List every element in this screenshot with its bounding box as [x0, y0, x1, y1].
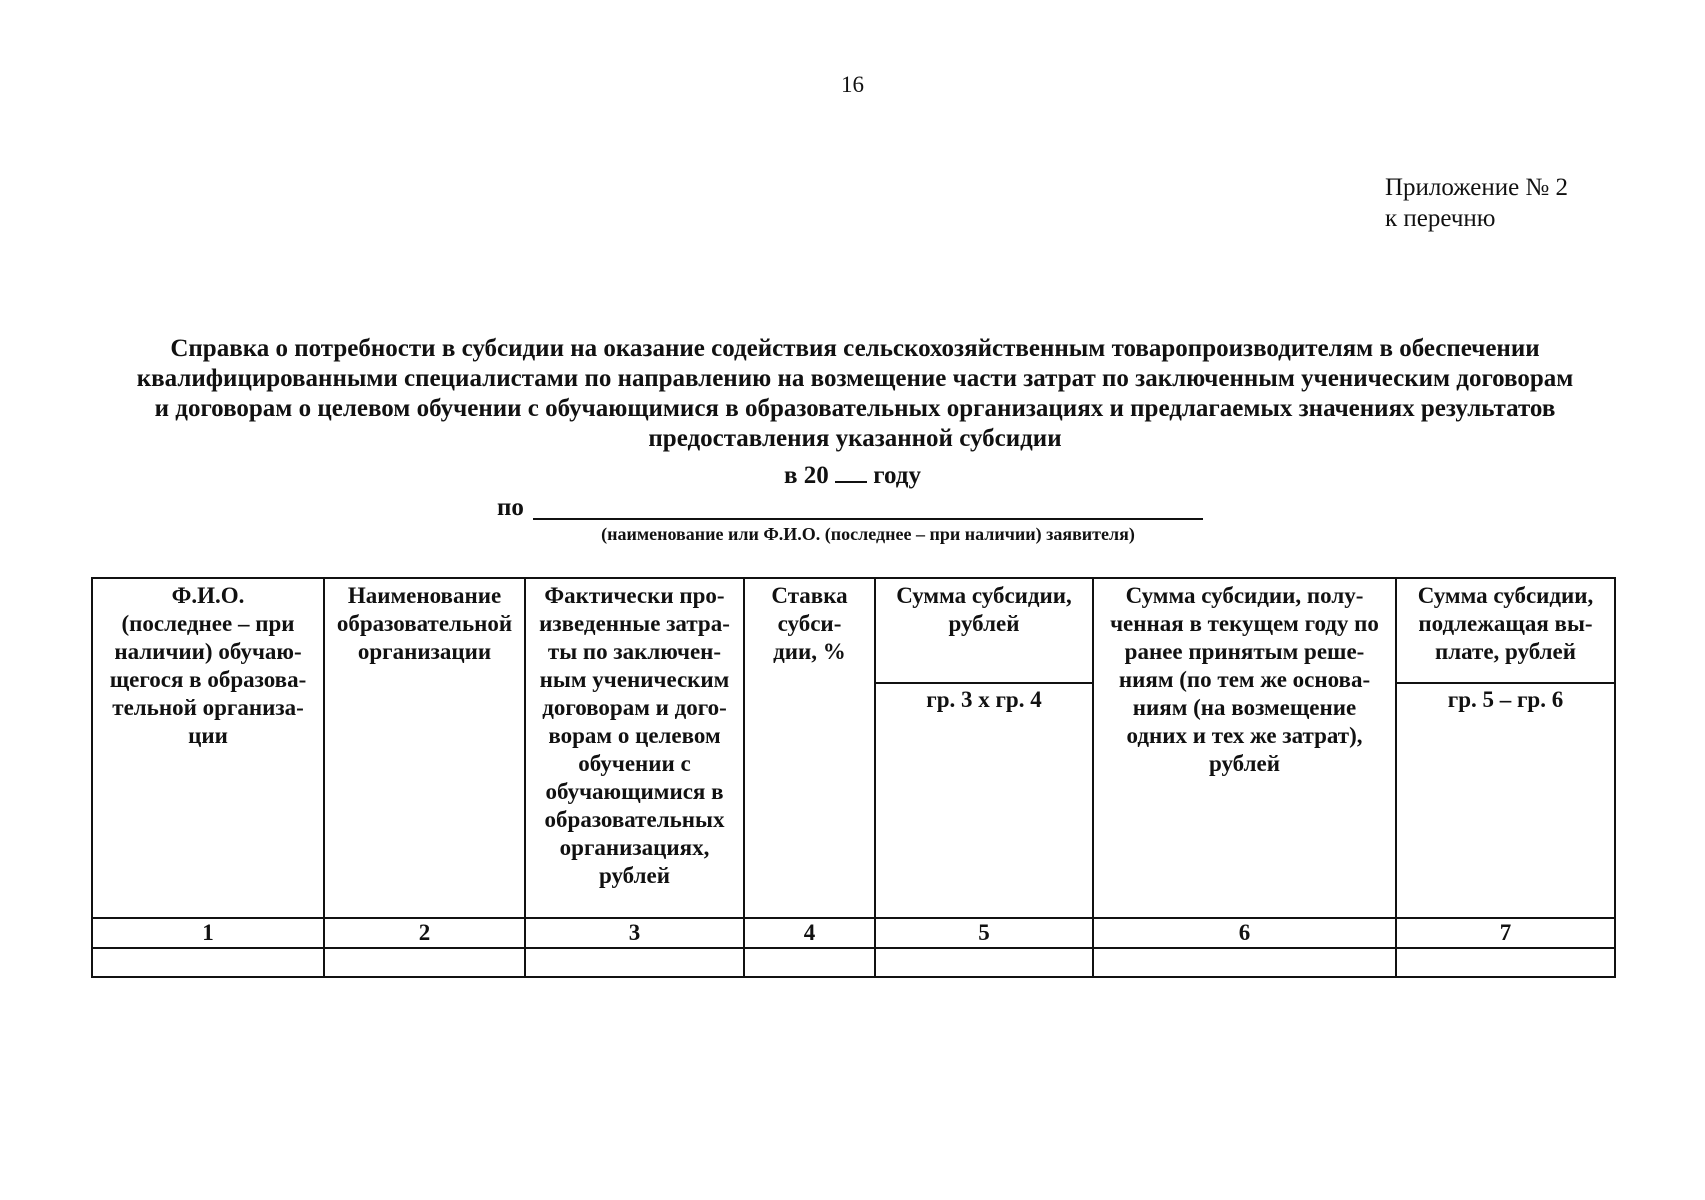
- column-number: 6: [1093, 918, 1396, 948]
- header-line: ранее принятым реше-: [1124, 639, 1365, 664]
- header-line: рублей: [948, 611, 1020, 636]
- header-line: ным ученическим: [539, 667, 730, 692]
- applicant-blank-field[interactable]: [533, 518, 1203, 520]
- appendix-line-1: Приложение № 2: [1385, 174, 1569, 201]
- header-line: Наименование: [347, 583, 502, 608]
- header-cell-1: [92, 578, 324, 918]
- year-suffix: году: [873, 462, 921, 489]
- header-cell-5: [875, 578, 1093, 918]
- table-header-row: [92, 578, 1615, 918]
- title-line-3: и договорам о целевом обучении с обучающимися в образовательных организациях и предлагаемых значениях результатов: [154, 395, 1556, 422]
- header-line: ниям (на возмещение: [1132, 695, 1357, 720]
- header-cell-4: [744, 578, 875, 918]
- header-line: Сумма субсидии,: [1417, 583, 1594, 608]
- year-line: [0, 461, 1705, 490]
- header-line: тельной организа-: [112, 695, 304, 720]
- header-line: (последнее – при: [121, 611, 295, 636]
- header-line: одних и тех же затрат),: [1126, 723, 1363, 748]
- header-line: субси-: [777, 611, 842, 636]
- header-text-col-3: [526, 579, 743, 890]
- header-line: ченная в текущем году по: [1110, 611, 1379, 636]
- header-line: Ф.И.О.: [171, 583, 245, 608]
- subsidy-table: [91, 577, 1616, 978]
- header-line: щегося в образова-: [109, 667, 307, 692]
- header-line: договорам и дого-: [542, 695, 727, 720]
- header-line: Фактически про-: [544, 583, 725, 608]
- entry-cell[interactable]: [324, 948, 525, 977]
- header-text-col-5: [876, 582, 1092, 638]
- header-line: изведенные затра-: [539, 611, 730, 636]
- header-line: образовательных: [544, 807, 725, 832]
- header-cell-3: [525, 578, 744, 918]
- title-line-2: квалифицированными специалистами по направлению на возмещение части затрат по заключенным ученическим договорам: [136, 365, 1574, 392]
- header-line: обучающимися в: [545, 779, 724, 804]
- header-line: организации: [357, 639, 492, 664]
- header-line: ции: [188, 723, 228, 748]
- entry-cell[interactable]: [1396, 948, 1615, 977]
- column-number: 7: [1396, 918, 1615, 948]
- title-line-1: Справка о потребности в субсидии на оказание содействия сельскохозяйственным товаропроизводителям в обеспечении: [170, 335, 1540, 362]
- header-line: ворам о целевом: [548, 723, 721, 748]
- document-title: [95, 334, 1615, 454]
- entry-cell[interactable]: [875, 948, 1093, 977]
- appendix-label: [1385, 172, 1568, 234]
- header-text-col-6: [1094, 579, 1395, 778]
- header-line: Сумма субсидии, полу-: [1125, 583, 1364, 608]
- column-number: 4: [744, 918, 875, 948]
- header-line: наличии) обучаю-: [114, 639, 302, 664]
- header-line: Ставка: [771, 583, 848, 608]
- entry-cell[interactable]: [744, 948, 875, 977]
- header-line: дии, %: [773, 639, 846, 664]
- header-line: рублей: [599, 863, 670, 888]
- header-line: образовательной: [336, 611, 513, 636]
- header-text-col-1: [93, 579, 323, 750]
- title-line-4: предоставления указанной субсидии: [648, 425, 1062, 452]
- header-cell-7: [1396, 578, 1615, 918]
- header-line: плате, рублей: [1434, 639, 1577, 664]
- header-line: организациях,: [559, 835, 710, 860]
- header-line: обучении с: [578, 751, 691, 776]
- header-text-col-2: [325, 579, 524, 666]
- header-cell-6: [1093, 578, 1396, 918]
- column-number-row: [92, 918, 1615, 948]
- header-text-col-4: [745, 579, 874, 666]
- formula-col-5: гр. 3 x гр. 4: [926, 687, 1042, 712]
- page-number: 16: [841, 72, 864, 97]
- header-line: Сумма субсидии,: [896, 583, 1072, 608]
- column-number: 3: [525, 918, 744, 948]
- entry-cell[interactable]: [92, 948, 324, 977]
- applicant-label: по: [497, 494, 524, 521]
- entry-cell[interactable]: [1093, 948, 1396, 977]
- column-number: 1: [92, 918, 324, 948]
- applicant-caption: (наименование или Ф.И.О. (последнее – при наличии) заявителя): [601, 524, 1135, 544]
- header-text-col-7: [1397, 582, 1614, 666]
- header-line: подлежащая вы-: [1418, 611, 1593, 636]
- formula-col-7: гр. 5 – гр. 6: [1447, 687, 1564, 712]
- year-prefix: в 20: [784, 462, 829, 489]
- header-cell-2: [324, 578, 525, 918]
- header-line: ниям (по тем же основа-: [1118, 667, 1371, 692]
- column-number: 5: [875, 918, 1093, 948]
- column-number: 2: [324, 918, 525, 948]
- header-line: ты по заключен-: [547, 639, 722, 664]
- year-blank-field[interactable]: [835, 461, 867, 483]
- header-line: рублей: [1209, 751, 1280, 776]
- data-entry-row: [92, 948, 1615, 977]
- appendix-line-2: к перечню: [1385, 205, 1496, 232]
- entry-cell[interactable]: [525, 948, 744, 977]
